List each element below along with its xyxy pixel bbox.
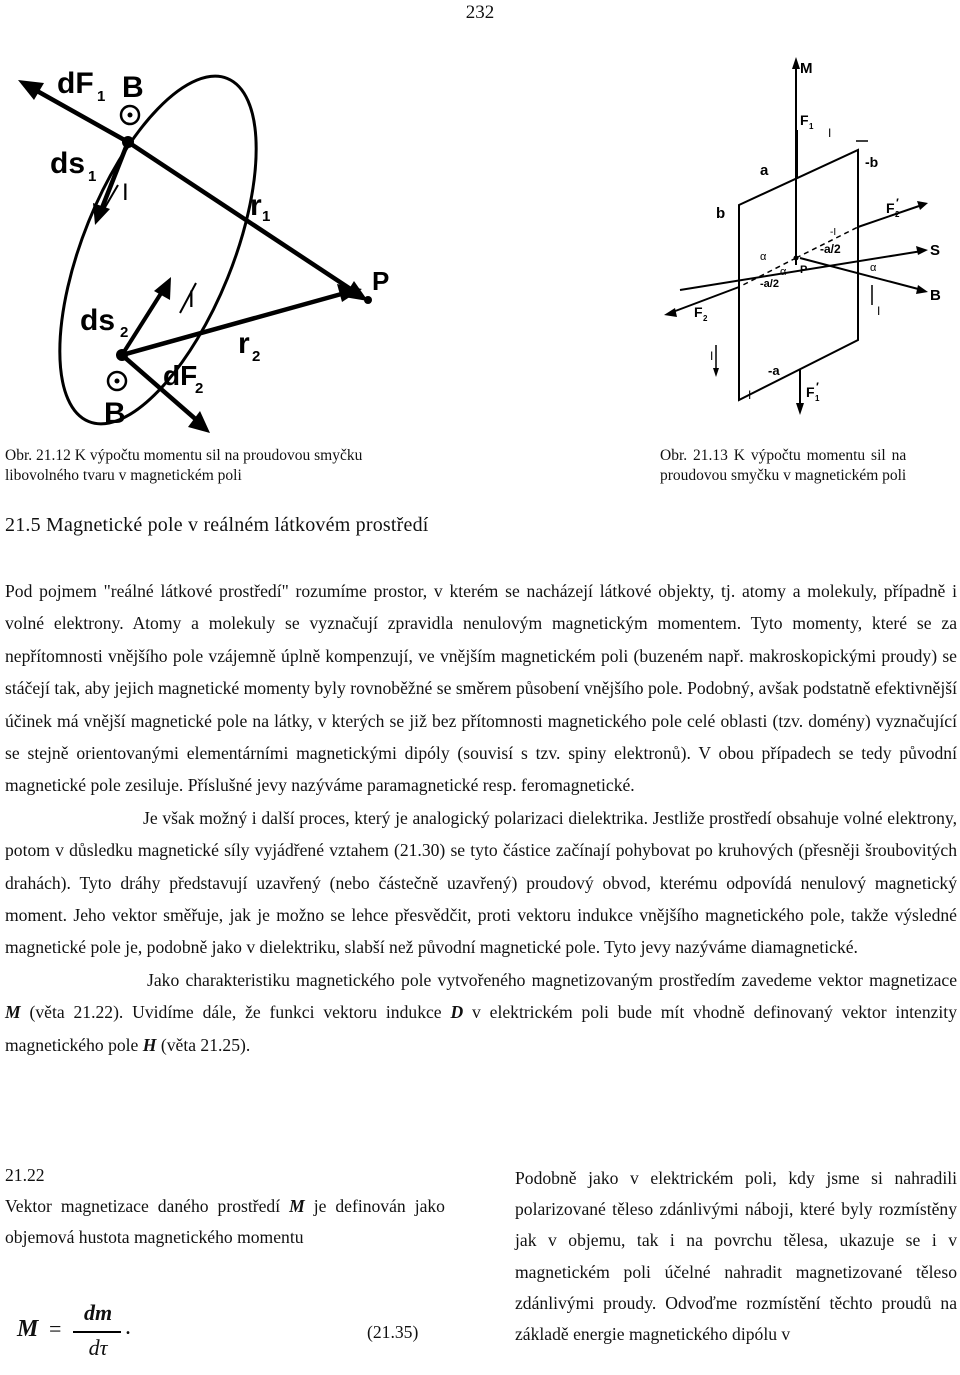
label-I-left: I bbox=[710, 349, 714, 363]
label-a2: -a/2 bbox=[760, 278, 779, 290]
svg-text:2: 2 bbox=[703, 314, 708, 323]
svg-text:′: ′ bbox=[896, 196, 899, 210]
figure-left-caption: Obr. 21.12 K výpočtu momentu sil na proudovou smyčku libovolného tvaru v magnetickém poli bbox=[5, 447, 363, 484]
point-ds2 bbox=[116, 349, 128, 361]
label-P: P bbox=[372, 266, 390, 296]
label-F1p: F bbox=[806, 384, 815, 400]
label-ds2: ds bbox=[80, 304, 116, 337]
figure-right-caption: Obr. 21.13 K výpočtu momentu sil na proudovou smyčku v magnetickém poli bbox=[660, 447, 907, 484]
paragraph-3: Jako charakteristiku magnetického pole vytvořeného magnetizovaným prostředím zavedeme vektor magnetizace M (věta 21.22). Uvidíme dále, že funkci vektoru indukce D v elektrickém poli bude mít vhodně definovaný vektor intenzity magnetického pole H (věta 21.25). bbox=[5, 969, 957, 1055]
ds1-arrowhead bbox=[93, 203, 110, 225]
label-B: B bbox=[930, 287, 941, 304]
svg-text:2: 2 bbox=[120, 324, 129, 341]
fraction-bar bbox=[73, 1331, 121, 1333]
label-alpha-c: α bbox=[870, 262, 877, 274]
label-B-bottom: B bbox=[104, 397, 126, 430]
paragraph-2: Je však možný i další proces, který je analogický polarizaci dielektrika. Jestliže prostředí obsahuje volné elektrony, potom v důsledku magnetické síly vyjádřené vztahem (21.30) se tyto částice začínají pohybovat po kruhových (přesněji šroubovitých drahách). Tyto dráhy představují uzavřený (nebo částečně uzavřený) proudový obvod, kterému odpovídá nenulový magnetický moment. Jeho vektor směřuje, jak je možno se lehce přesvědčit, proti vektoru indukce vnějšího magnetického pole, takže výsledné magnetické pole je, podobně jako v dielektriku, slabší než původní magnetické pole. Tyto jevy nazýváme diamagnetické. bbox=[5, 807, 957, 958]
svg-text:1: 1 bbox=[88, 168, 97, 185]
page-number: 232 bbox=[465, 2, 495, 23]
paragraph-1: Pod pojmem "reálné látkové prostředí" rozumíme prostor, v kterém se nacházejí látkové objekty, tj. atomy a molekuly, případně i volné elektrony. Atomy a molekuly se vyznačují zpravidla nenulovým magnetickým momentem. Tyto momenty, které se za nepřítomnosti vnějšího pole vzájemně úplně kompenzují, ve vnějším magnetickém poli (buzeném např. makroskopickými proudy) se stáčejí tak, aby jejich magnetické momenty byly rovnoběžné se směrem působení vnějšího pole. Podobný, avšak podstatně efektivnější účinek má vnější magnetické pole na látky, v kterých se již bez přítomnosti magnetického pole celé oblasti (tzv. domény) vyznačující se stejně orientovanými elementárními magnetickými dipóly (souvisí s tzv. spiny elektronů). V obou případech se tedy původní magnetické pole zesiluje. Příslušné jevy nazýváme paramagnetické resp. feromagnetické. bbox=[5, 581, 957, 796]
label-minus-a2: -a/2 bbox=[820, 242, 841, 256]
label-alpha-b: α bbox=[780, 266, 787, 278]
r1-vector bbox=[128, 142, 352, 290]
label-minus-b: -b bbox=[865, 154, 879, 170]
svg-text:1: 1 bbox=[815, 394, 820, 403]
label-I-top: I bbox=[828, 126, 832, 140]
label-F2: F bbox=[694, 304, 703, 320]
label-b: b bbox=[716, 205, 726, 222]
label-a-top: a bbox=[760, 162, 769, 179]
svg-text:1: 1 bbox=[97, 88, 106, 105]
label-F2p: F bbox=[886, 200, 895, 216]
label-r2: r bbox=[238, 327, 250, 360]
label-F1: F bbox=[800, 112, 809, 128]
equation-21-35 bbox=[5, 1298, 445, 1368]
label-I-right: I bbox=[877, 304, 881, 318]
label-M: M bbox=[800, 60, 813, 77]
label-S: S bbox=[930, 242, 941, 259]
definition-21-22 bbox=[5, 1160, 445, 1253]
equation-lhs: M bbox=[17, 1316, 39, 1342]
point-P bbox=[364, 296, 372, 304]
B-line bbox=[800, 258, 922, 290]
label-I-mid: I bbox=[188, 286, 195, 313]
dF1-arrowhead bbox=[18, 80, 44, 100]
label-I-bottom: I bbox=[748, 388, 752, 402]
equation-period: . bbox=[125, 1314, 131, 1340]
loop-curve bbox=[19, 50, 297, 440]
current-loop-diagram bbox=[0, 45, 430, 440]
body-text bbox=[5, 575, 957, 1061]
label-r1: r bbox=[250, 189, 262, 222]
label-dF2: dF bbox=[163, 360, 198, 391]
rectangular-loop-diagram bbox=[660, 55, 960, 440]
svg-text:′: ′ bbox=[816, 380, 819, 394]
svg-text:2: 2 bbox=[195, 380, 204, 397]
svg-text:1: 1 bbox=[262, 208, 271, 225]
right-column-text: Podobně jako v elektrickém poli, kdy jsme si nahradili polarizované těleso zdánlivými náboji, které byly rozmístěny jak v objemu, tak i na povrchu tělesa, ukazuje se i v magnetickém poli účelné nahradit magnetizované těleso zdánlivými proudy. Odvoďme rozmístění těchto proudů na základě energie magnetického dipólu v bbox=[515, 1168, 957, 1345]
label-ds1: ds bbox=[50, 147, 86, 180]
label-dF1: dF bbox=[57, 67, 94, 100]
equation-numerator: dm bbox=[83, 1300, 113, 1325]
point-ds1 bbox=[122, 136, 134, 148]
loop-frame bbox=[739, 150, 858, 400]
equation-denominator: dτ bbox=[88, 1335, 108, 1360]
label-I-top: I bbox=[122, 179, 129, 206]
figure-rectangular-loop bbox=[660, 55, 960, 440]
equation-equals: = bbox=[49, 1316, 62, 1341]
equation-number: (21.35) bbox=[367, 1322, 419, 1342]
section-title: 21.5 Magnetické pole v reálném látkovém prostředí bbox=[5, 514, 429, 536]
ds2-arrowhead bbox=[154, 277, 171, 300]
definition-text: Vektor magnetizace daného prostředí M je definován jako objemová hustota magnetického momentu bbox=[5, 1196, 445, 1247]
svg-text:2: 2 bbox=[252, 348, 261, 365]
label-B-top: B bbox=[122, 71, 144, 104]
label-P: P bbox=[800, 264, 808, 276]
label-minus-a: -a bbox=[768, 363, 780, 378]
svg-text:1: 1 bbox=[809, 122, 814, 131]
label-minus-I: -I bbox=[830, 227, 837, 238]
figure-current-loop bbox=[0, 45, 430, 440]
svg-text:2: 2 bbox=[895, 210, 900, 219]
definition-number: 21.22 bbox=[5, 1165, 45, 1185]
label-alpha-a: α bbox=[760, 251, 767, 263]
point-P bbox=[794, 256, 799, 261]
